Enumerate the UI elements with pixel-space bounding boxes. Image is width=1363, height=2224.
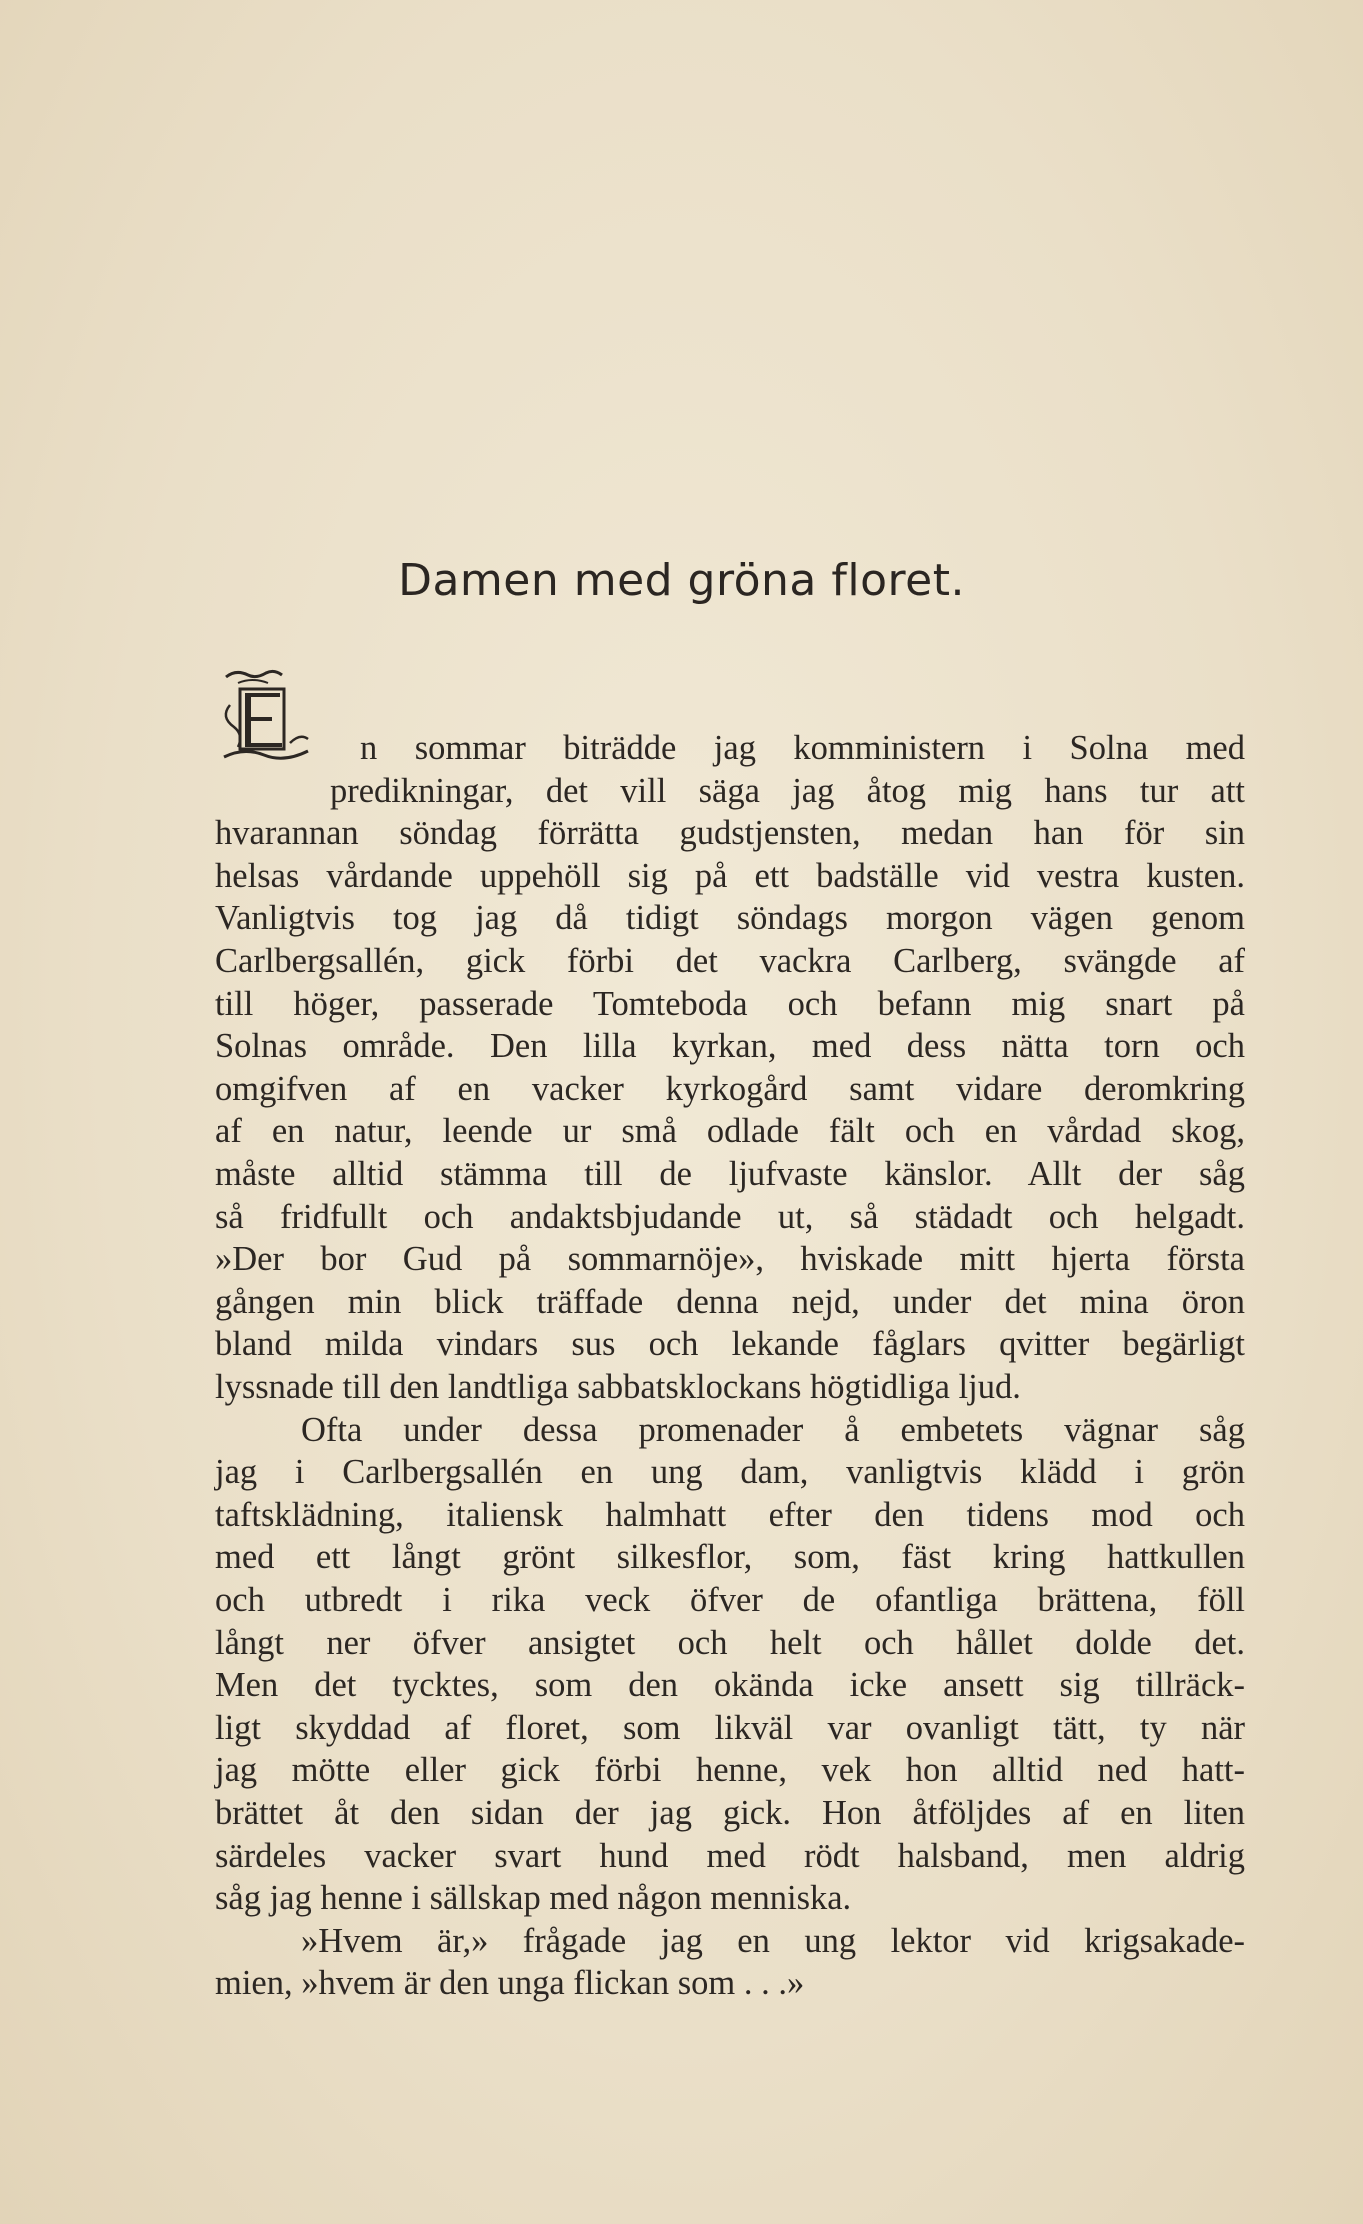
text-line: brättet åt den sidan der jag gick. Hon åtföljdes af en liten (215, 1794, 1245, 1832)
text-line: af en natur, leende ur små odlade fält och en vårdad skog, (215, 1112, 1245, 1151)
text-line: mien, »hvem är den unga flickan som . . .» (215, 1964, 805, 2003)
text-line: Men det tycktes, som den okända icke ansett sig tillräck- (215, 1666, 1245, 1705)
text-line: särdeles vacker svart hund med rödt halsband, men aldrig (215, 1836, 1245, 1875)
text-line: såg jag henne i sällskap med någon menniska. (215, 1879, 852, 1918)
text-line: måste alltid stämma till de ljufvaste känslor. Allt der såg (215, 1155, 1245, 1193)
text-line: till höger, passerade Tomteboda och befann mig snart på (215, 984, 1245, 1023)
text-line: Vanligtvis tog jag då tidigt söndags morgon vägen genom (215, 899, 1245, 938)
text-line: n sommar biträdde jag komministern i Solna med (360, 729, 1245, 767)
text-line: »Der bor Gud på sommarnöje», hviskade mitt hjerta första (215, 1240, 1245, 1279)
text-line: lyssnade till den landtliga sabbatsklockans högtidliga ljud. (215, 1368, 1021, 1406)
text-line: taftsklädning, italiensk halmhatt efter den tidens mod och (215, 1495, 1245, 1534)
chapter-title: Damen med gröna floret. (398, 555, 965, 606)
text-line: med ett långt grönt silkesflor, som, fäst kring hattkullen (215, 1538, 1245, 1577)
text-line: helsas vårdande uppehöll sig på ett badställe vid vestra kusten. (215, 856, 1245, 895)
text-line: predikningar, det vill säga jag åtog mig hans tur att (330, 771, 1245, 810)
text-line: långt ner öfver ansigtet och helt och hållet dolde det. (215, 1623, 1245, 1662)
text-line: gången min blick träffade denna nejd, under det mina öron (215, 1282, 1245, 1321)
text-line: jag i Carlbergsallén en ung dam, vanligtvis klädd i grön (215, 1453, 1245, 1492)
text-line: hvarannan söndag förrätta gudstjensten, medan han för sin (215, 814, 1245, 853)
text-line: omgifven af en vacker kyrkogård samt vidare deromkring (215, 1069, 1245, 1108)
drop-cap-e-ornament (218, 665, 318, 777)
text-line: bland milda vindars sus och lekande fåglars qvitter begärligt (215, 1325, 1245, 1364)
text-line: och utbredt i rika veck öfver de ofantliga brättena, föll (215, 1581, 1245, 1619)
text-line: Carlbergsallén, gick förbi det vackra Carlberg, svängde af (215, 942, 1245, 980)
text-line: Ofta under dessa promenader å embetets vägnar såg (301, 1410, 1245, 1449)
text-line: så fridfullt och andaktsbjudande ut, så städadt och helgadt. (215, 1197, 1245, 1236)
text-line: »Hvem är,» frågade jag en ung lektor vid krigsakade- (301, 1921, 1245, 1960)
text-line: jag mötte eller gick förbi henne, vek hon alltid ned hatt- (215, 1751, 1245, 1790)
text-line: ligt skyddad af floret, som likväl var ovanligt tätt, ty när (215, 1708, 1245, 1747)
text-line: Solnas område. Den lilla kyrkan, med dess nätta torn och (215, 1027, 1245, 1066)
